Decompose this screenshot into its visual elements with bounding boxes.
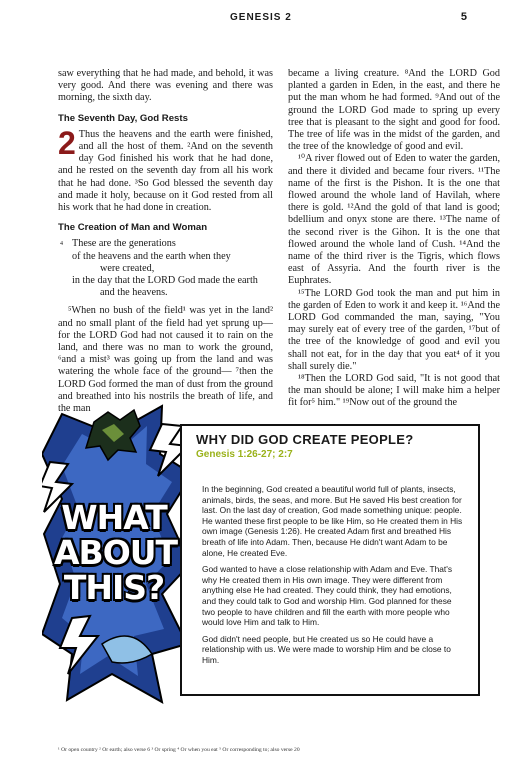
paragraph: ¹⁰A river flowed out of Eden to water the garden, and there it divided and became four rivers. ¹¹The name of the first is the Pishon. It is the one that flowed around the whole land of Havilah, where there is gold. ¹²And the gold of that land is good; bdellium and onyx stone are there. ¹³The name of the second river is the Gihon. It is the one that flowed around the whole land of Cush. ¹⁴And the name of the third river is the Tigris, which flows east of Assyria. And the fourth river is the Euphrates. [288,153,500,287]
feature-paragraph: In the beginning, God created a beautiful world full of plants, insects, animals, birds, the seas, and more. But He saved His best creation for last. On the last day of creation, God made something unique: people. He wanted these first people to be like Him, so He created them in His own image (Genesis 1:26). He created Adam first and breathed His breath of life into Adam. Then, because He didn't want Adam to be alone, He created Eve. [202,484,463,558]
paragraph-text: Thus the heavens and the earth were finished, and all the host of them. ²And on the seventh day God finished his work that he had done, and he rested on the seventh day from all his work that he had done. ³So God blessed the seventh day and made it holy, because on it God rested from all his work that he had done in creation. [58,128,273,214]
chapter-title: GENESIS 2 [230,12,292,23]
badge-line: WHAT [61,498,167,537]
what-about-this-badge [54,498,178,607]
left-column [58,68,273,415]
running-head [0,8,505,28]
feature-paragraph: God wanted to have a close relationship with Adam and Eve. That's why He created them in His own image. They were different from anything else He had created. They could think, they had emotions, and they could talk to God and worship Him. God planned for these two people to have children and fill the earth with more people who would love Him and talk to Him. [202,564,453,628]
badge-line: THIS? [63,568,165,607]
paragraph: became a living creature. ⁸And the LORD God planted a garden in Eden, in the east, and there he put the man whom he had formed. ⁹And out of the ground the LORD God made to spring up every tree that is pleasant to the sight and good for food. The tree of life was in the midst of the garden, and the tree of the knowledge of good and evil. [288,68,500,153]
feature-reference: Genesis 1:26-27; 2:7 [196,449,293,460]
paragraph: ¹⁸Then the LORD God said, "It is not good that the man should be alone; I will make him a helper fit for⁵ him." ¹⁹Now out of the ground the [288,373,500,409]
paragraph-with-dropcap [58,124,273,214]
feature-title: WHY DID GOD CREATE PEOPLE? [196,432,414,447]
feature-text-box [180,424,480,696]
footnotes: ¹ Or open country ² Or earth; also verse 6 ³ Or spring ⁴ Or when you eat ⁵ Or corresponding to; also verse 20 [58,747,300,753]
chapter-dropcap: 2 [58,124,76,161]
feature-paragraph: God didn't need people, but He created us so He could have a relationship with us. We were made to worship Him and be close to Him. [202,633,451,665]
poem-block [58,238,273,299]
poem-line: These are the generations [72,238,176,250]
badge-line: ABOUT [54,533,178,572]
paragraph: ¹⁵The LORD God took the man and put him in the garden of Eden to work it and keep it. ¹⁶And the LORD God commanded the man, saying, "You may surely eat of every tree of the garden, ¹⁷but of the tree of the knowledge of good and evil you shall not eat, for in the day that you eat⁴ of it you shall surely die." [288,287,500,372]
poem-line: were created, [100,262,155,274]
feature-callout [42,404,487,704]
poem-line: and the heavens. [100,287,168,299]
paragraph: saw everything that he had made, and behold, it was very good. And there was evening and there was morning, the sixth day. [58,68,273,104]
poem-line: of the heavens and the earth when they [72,250,231,262]
right-column [288,68,500,410]
page-number: 5 [460,11,467,23]
paragraph: ⁵When no bush of the field¹ was yet in the land² and no small plant of the field had yet sprung up—for the LORD God had not caused it to rain on the land, and there was no man to work the ground, ⁶and a mist³ was going up from the land and was watering the whole face of the ground— ⁷then the LORD God formed the man of dust from the ground and breathed into his nostrils the breath of life, and the man [58,305,273,415]
poem-line: in the day that the LORD God made the earth [72,275,258,287]
feature-body [202,484,466,672]
verse-number: 4 [60,241,63,248]
section-heading: The Creation of Man and Woman [58,222,208,234]
section-heading: The Seventh Day, God Rests [58,112,188,124]
